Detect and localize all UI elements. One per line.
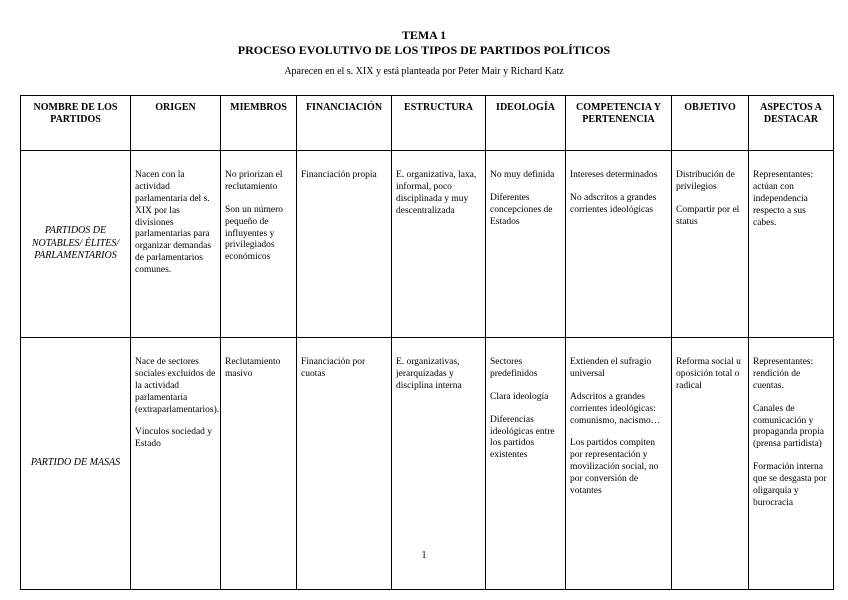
header-financiacion: FINANCIACIÓN [297, 96, 392, 151]
cell-miembros [221, 151, 297, 338]
subtitle: Aparecen en el s. XIX y está planteada por Peter Mair y Richard Katz [284, 66, 564, 77]
title-line-2: PROCESO EVOLUTIVO DE LOS TIPOS DE PARTIDOS POLÍTICOS [237, 43, 611, 57]
cell-paragraph: Adscritos a grandes corrientes ideológicas: comunismo, nacismo… [570, 391, 661, 426]
header-row [21, 96, 834, 151]
cell-paragraph: Clara ideología [490, 391, 549, 402]
page-number: 1 [421, 550, 427, 561]
header-estructura: ESTRUCTURA [392, 96, 486, 151]
cell-paragraph: Representantes: actúan con independencia respecto a sus cabes. [753, 170, 814, 228]
cell-paragraph: Extienden el sufragio universal [570, 357, 652, 379]
row-name: PARTIDO DE MASAS [21, 338, 131, 590]
cell-paragraph: Formación interna que se desgasta por oligarquía y burocracia [753, 462, 827, 508]
cell-paragraph: Los partidos compiten por representación y movilización social, no por conversión de votantes [570, 438, 659, 496]
cell-paragraph: Reforma social u oposición total o radical [676, 357, 741, 391]
cell-paragraph: Son un número pequeño de influyentes y privilegiados económicos [225, 204, 284, 263]
cell-competencia [566, 151, 672, 338]
cell-estructura [392, 151, 486, 338]
header-competencia: COMPETENCIA Y PERTENENCIA [566, 96, 672, 151]
cell-paragraph: E. organizativas, jerarquizadas y disciplina interna [396, 357, 462, 391]
cell-paragraph: Distribución de privilegios [676, 170, 735, 192]
cell-paragraph: E. organizativa, laxa, informal, poco disciplinada y muy descentralizada [396, 170, 477, 216]
cell-paragraph: Diferencias ideológicas entre los partidos existentes [490, 414, 555, 461]
cell-paragraph: No priorizan el reclutamiento [225, 170, 283, 192]
header-aspectos: ASPECTOS A DESTACAR [749, 96, 834, 151]
cell-paragraph: No adscritos a grandes corrientes ideológicas [570, 192, 657, 215]
cell-paragraph: Diferentes concepciones de Estados [490, 192, 553, 227]
cell-paragraph: Canales de comunicación y propaganda propia (prensa partidista) [753, 403, 824, 450]
cell-paragraph: Intereses determinados [570, 170, 658, 180]
cell-paragraph: Financiación propia [301, 170, 377, 180]
header-nombre: NOMBRE DE LOS PARTIDOS [21, 96, 131, 151]
title-line-1: TEMA 1 [401, 28, 447, 42]
cell-financiacion [297, 151, 392, 338]
cell-paragraph: No muy definida [490, 170, 555, 180]
header-origen: ORIGEN [131, 96, 221, 151]
cell-paragraph: Sectores predefinidos [490, 357, 538, 379]
cell-paragraph: Representantes: rendición de cuentas. [753, 357, 814, 391]
cell-paragraph: Reclutamiento masivo [225, 357, 281, 379]
table-row [21, 151, 834, 338]
cell-paragraph: Nace de sectores sociales excluidos de la actividad parlamentaria (extraparlamentarios). [135, 357, 220, 415]
cell-paragraph: Nacen con la actividad parlamentaria del s. XIX por las divisiones parlamentarias para organizar demandas de parlamentarios comunes. [135, 170, 212, 275]
header-objetivo: OBJETIVO [672, 96, 749, 151]
header-miembros: MIEMBROS [221, 96, 297, 151]
parties-table [20, 95, 834, 590]
row-name: PARTIDOS DE NOTABLES/ ÉLITES/ PARLAMENTARIOS [21, 151, 131, 338]
cell-aspectos [749, 151, 834, 338]
header-ideologia: IDEOLOGÍA [486, 96, 566, 151]
cell-paragraph: Compartir por el status [676, 204, 740, 227]
cell-objetivo [672, 151, 749, 338]
cell-ideologia [486, 151, 566, 338]
cell-paragraph: Financiación por cuotas [301, 357, 366, 379]
cell-paragraph: Vínculos sociedad y Estado [135, 427, 213, 450]
cell-origen [131, 151, 221, 338]
